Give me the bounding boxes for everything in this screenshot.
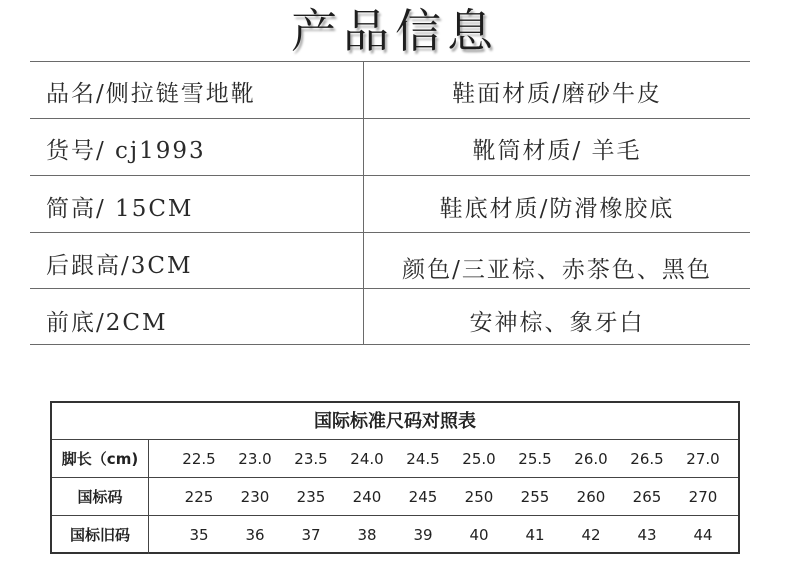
- row-label: 国标旧码: [52, 516, 149, 554]
- size-cell: 240: [352, 488, 382, 506]
- size-cell: 41: [525, 526, 545, 544]
- heel-height: 后跟高/3CM: [46, 253, 193, 279]
- size-cell: 260: [576, 488, 606, 506]
- color-options: 颜色/三亚棕、赤茶色、黑色: [402, 257, 712, 283]
- page-title: 产品信息: [291, 4, 499, 58]
- size-cell: 43: [637, 526, 657, 544]
- size-row-old-national: [52, 516, 738, 554]
- size-chart: [50, 401, 740, 554]
- size-cell: 22.5: [182, 450, 216, 468]
- size-cell: 37: [301, 526, 321, 544]
- size-cell: 40: [469, 526, 489, 544]
- front-sole-height: 前底/2CM: [46, 310, 168, 336]
- row-label: 国标码: [52, 478, 149, 515]
- row-divider: [30, 344, 750, 345]
- size-cell: 38: [357, 526, 377, 544]
- size-cell: 245: [408, 488, 438, 506]
- sole-material: 鞋底材质/防滑橡胶底: [439, 196, 675, 222]
- size-cell: 39: [413, 526, 433, 544]
- size-row-foot-length: [52, 440, 738, 478]
- size-cell: 35: [189, 526, 209, 544]
- size-cell: 44: [693, 526, 713, 544]
- row-divider: [30, 232, 750, 233]
- size-cell: 23.5: [294, 450, 328, 468]
- size-cell: 270: [688, 488, 718, 506]
- size-cell: 235: [296, 488, 326, 506]
- size-cell: 42: [581, 526, 601, 544]
- size-cell: 230: [240, 488, 270, 506]
- row-divider: [30, 61, 750, 62]
- size-cell: 250: [464, 488, 494, 506]
- row-divider: [30, 175, 750, 176]
- size-cell: 24.5: [406, 450, 440, 468]
- row-divider: [30, 288, 750, 289]
- size-chart-title: 国际标准尺码对照表: [52, 403, 738, 440]
- lining-material: 靴筒材质/ 羊毛: [472, 138, 642, 164]
- size-cell: 255: [520, 488, 550, 506]
- size-cell: 26.5: [630, 450, 664, 468]
- size-cell: 225: [184, 488, 214, 506]
- size-row-national: [52, 478, 738, 516]
- product-name: 品名/侧拉链雪地靴: [46, 81, 256, 107]
- row-divider: [30, 118, 750, 119]
- size-cell: 23.0: [238, 450, 272, 468]
- shaft-height: 简高/ 15CM: [46, 196, 194, 222]
- size-cell: 26.0: [574, 450, 608, 468]
- size-cell: 36: [245, 526, 265, 544]
- size-cell: 25.0: [462, 450, 496, 468]
- item-number: 货号/ cj1993: [46, 138, 206, 164]
- color-options-continued: 安神棕、象牙白: [469, 310, 645, 336]
- row-label: 脚长（cm): [52, 440, 149, 477]
- size-cell: 27.0: [686, 450, 720, 468]
- upper-material: 鞋面材质/磨砂牛皮: [452, 81, 662, 107]
- size-cell: 25.5: [518, 450, 552, 468]
- size-cell: 265: [632, 488, 662, 506]
- size-cell: 24.0: [350, 450, 384, 468]
